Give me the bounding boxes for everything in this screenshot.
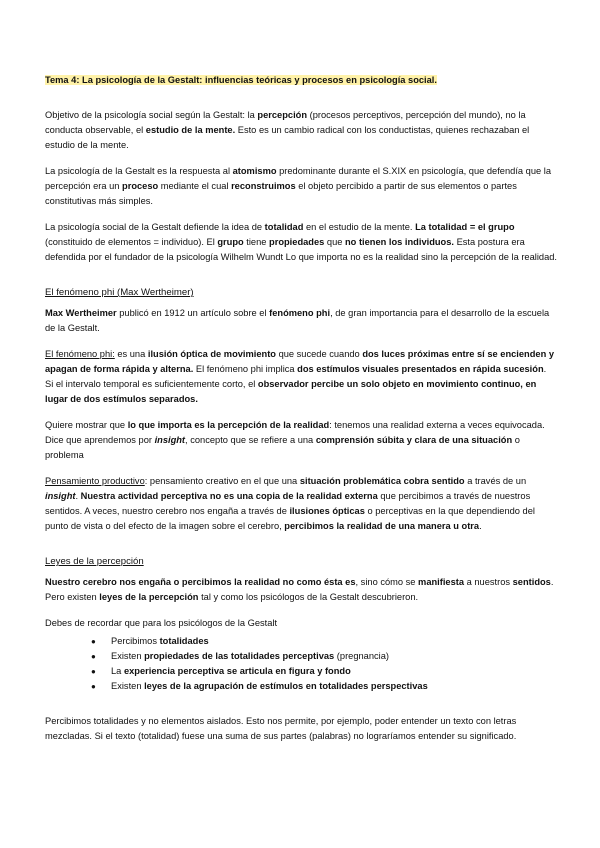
section-heading: El fenómeno phi (Max Wertheimer) [45,287,194,298]
list-item [111,649,557,664]
text-run: Nuestro cerebro nos engaña o percibimos la realidad no como ésta es [45,577,356,587]
text-run: propiedades de las totalidades perceptivas [144,651,335,661]
text-run: ilusión óptica de movimiento [147,349,276,359]
text-run: es una [114,349,148,359]
paragraph [45,220,557,265]
text-run: experiencia perceptiva se articula en figura y fondo [123,666,351,676]
text-run: El fenómeno phi: [45,349,115,359]
text-run: a nuestros [464,577,513,587]
text-run: ilusiones ópticas [289,506,365,516]
text-run: . Si el intervalo temporal es suficientemente corto, el [45,364,547,389]
text-run: sentidos [512,577,551,587]
text-run: : pensamiento creativo en el que una [144,476,300,486]
text-run: leyes de la agrupación de estímulos en totalidades perspectivas [144,681,428,691]
text-run: Quiere mostrar que [45,420,128,430]
text-run: propiedades [269,237,325,247]
paragraph [45,474,557,534]
document-page [45,70,557,744]
text-run: tiene [243,237,270,247]
text-run: grupo [217,237,244,247]
text-run: La totalidad = el grupo [415,222,515,232]
text-run: en el estudio de la mente. [303,222,416,232]
text-run: totalidades [159,636,209,646]
text-run: Existen [111,681,145,691]
text-run: La psicología social de la Gestalt defiende la idea de [45,222,265,232]
text-run: lo que importa es la percepción de la realidad [127,420,330,430]
text-run: , de gran importancia para el desarrollo de la escuela de la Gestalt. [45,308,550,333]
text-run: La [111,666,124,676]
text-run: proceso [122,181,159,191]
text-run: observador percibe un solo objeto en movimiento continuo, en lugar de dos estímulos separados. [45,379,537,404]
text-run: que [324,237,345,247]
text-run: comprensión súbita y clara de una situación [315,435,513,445]
text-run: fenómeno phi [269,308,331,318]
text-run: dos luces próximas entre sí se encienden y apagan de forma rápida y alterna. [45,349,555,374]
paragraph [45,306,557,336]
text-run: estudio de la mente. [145,125,236,135]
text-run: percibimos la realidad de una manera u otra [284,521,480,531]
paragraph [45,347,557,407]
paragraph [45,164,557,209]
text-run: Pensamiento productivo [45,476,145,486]
text-run: Existen [111,651,145,661]
text-run: . [75,491,81,501]
text-run: Max Wertheimer [45,308,117,318]
text-run: (procesos perceptivos, percepción del mundo), no la conducta observable, el [45,110,526,135]
text-run: , sino cómo se [355,577,419,587]
text-run: percepción [257,110,308,120]
text-run: : tenemos una realidad externa a veces equivocada. Dice que aprendemos por [45,420,545,445]
text-run: tal y como los psicólogos de la Gestalt descubrieron. [198,592,419,602]
text-run: el objeto percibido a partir de sus elementos o partes constitutivas más simples. [45,181,517,206]
list-item [111,679,557,694]
text-run: (pregnancia) [334,651,389,661]
text-run: , concepto que se refiere a una [185,435,316,445]
text-run: (constituido de elementos = individuo). El [45,237,218,247]
text-run: Percibimos totalidades y no elementos aislados. Esto nos permite, por ejemplo, poder entender un texto con letras mezcladas. Si el texto (totalidad) fuese una suma de sus partes (palabras) no lograríamos entender su significado. [45,716,517,741]
document-title: Tema 4: La psicología de la Gestalt: influencias teóricas y procesos en psicología social. [45,75,437,85]
text-run: publicó en 1912 un artículo sobre el [116,308,270,318]
text-run: a través de un [464,476,527,486]
section-heading: Leyes de la percepción [45,556,144,567]
text-run: reconstruimos [231,181,296,191]
bullet-list [45,634,557,694]
text-run: Objetivo de la psicología social según la Gestalt: la [45,110,258,120]
text-run: . [479,521,482,531]
text-run: insight [45,491,76,501]
text-run: Esto es un cambio radical con los conductistas, quienes rechazaban el estudio de la mente. [45,125,530,150]
text-run: atomismo [232,166,277,176]
text-run: mediante el cual [158,181,232,191]
paragraph [45,616,557,631]
paragraph [45,575,557,605]
paragraph [45,418,557,463]
paragraph [45,108,557,153]
text-run: Percibimos [111,636,160,646]
paragraph [45,714,557,744]
text-run: predominante durante el S.XIX en psicología, que defendía que la percepción era un [45,166,551,191]
text-run: dos estímulos visuales presentados en rápida sucesión [297,364,544,374]
text-run: Nuestra actividad perceptiva no es una copia de la realidad externa [80,491,378,501]
text-run: que sucede cuando [275,349,363,359]
list-item [111,634,557,649]
text-run: situación problemática cobra sentido [299,476,465,486]
text-run: El fenómeno phi implica [193,364,298,374]
text-run: no tienen los individuos. [345,237,454,247]
text-run: Debes de recordar que para los psicólogos de la Gestalt [45,618,278,628]
text-run: . Pero existen [45,577,554,602]
text-run: o perceptivas en la que dependiendo del punto de vista o del efecto de la imagen sobre el cerebro, [45,506,535,531]
text-run: o problema [45,435,520,460]
list-item [111,664,557,679]
text-run: insight [154,435,186,445]
text-run: que percibimos a través de nuestros sentidos. A veces, nuestro cerebro nos engaña a través de [45,491,531,516]
text-run: totalidad [264,222,304,232]
text-run: Esta postura era defendida por el fundador de la psicología Wilhelm Wundt Lo que importa no es la realidad sino la percepción de la realidad. [45,237,557,262]
text-run: leyes de la percepción [99,592,199,602]
text-run: manifiesta [418,577,465,587]
text-run: La psicología de la Gestalt es la respuesta al [45,166,233,176]
